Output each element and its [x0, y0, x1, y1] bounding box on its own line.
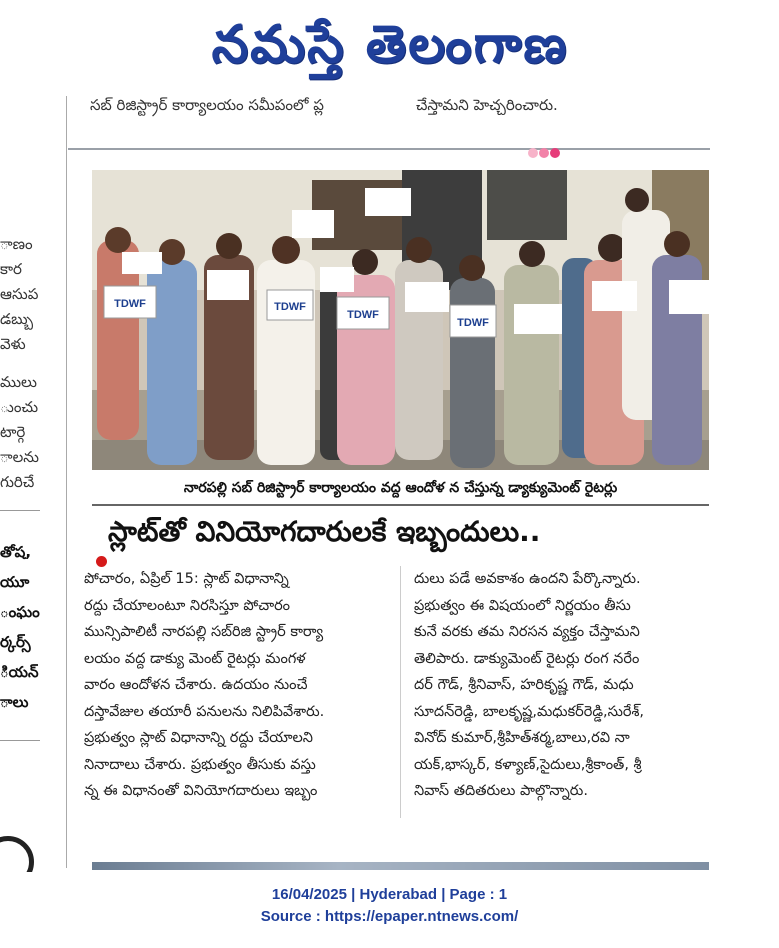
strip-line: ాలను	[0, 448, 39, 466]
newspaper-title: నమస్తే తెలంగాణ	[211, 15, 569, 75]
previous-article-line-right: చేస్తామని హెచ్చరించారు.	[416, 96, 558, 114]
news-photo	[92, 170, 709, 470]
strip-line: కార	[0, 260, 22, 278]
strip-line: తోష,	[0, 543, 32, 561]
photo-caption: నారపల్లి సబ్ రిజిస్ట్రార్ కార్యాలయం వద్ద ఆందోళ న చేస్తున్న డ్యాక్యుమెంట్ రైటర్లు	[183, 480, 618, 496]
article-line: తెలిపారు. డాక్యుమెంట్ రైటర్లు రంగ నరేం	[414, 650, 640, 667]
placard-text: TDWF	[457, 317, 489, 329]
strip-line: గురిచే	[0, 473, 35, 491]
article-line: వినోద్ కుమార్,శ్రీహిత్‌శర్మ,బాలు,రవి నా	[414, 730, 630, 746]
article-line: మున్సిపాలిటీ నారపల్లి సబ్‌రిజి స్ట్రార్ కార్యా	[84, 624, 324, 640]
placard-text: TDWF	[114, 298, 146, 310]
dot	[528, 148, 538, 158]
article-column-1	[84, 566, 390, 805]
article-line: ప్రభుత్వం స్లాట్ విధానాన్ని రద్దు చేయాలని	[84, 730, 313, 746]
masthead	[0, 0, 779, 96]
placard-text: TDWF	[347, 309, 379, 321]
protest-photo-illustration	[92, 170, 709, 470]
dot	[539, 148, 549, 158]
article-line: లయం వద్ద డాక్యు మెంట్ రైటర్లు మంగళ	[84, 650, 306, 667]
placard-text: TDWF	[274, 301, 306, 313]
column-separator	[400, 566, 401, 818]
strip-line: ాణం	[0, 235, 33, 253]
strip-line: ంఘం	[0, 603, 40, 621]
article-line: న్న ఈ విధానంతో వినియోగదారులు ఇబ్బం	[84, 783, 318, 799]
strip-line: యూ	[0, 573, 30, 591]
strip-line: ియన్	[0, 663, 39, 681]
article-line: కునే వరకు తమ నిరసన వ్యక్తం చేస్తామని	[414, 624, 640, 640]
strip-line: ర్కర్స్	[0, 633, 31, 651]
strip-line: టార్గె	[0, 423, 26, 441]
article-line: వారం ఆందోళన చేశారు. ఉదయం నుంచే	[84, 677, 308, 693]
article-headline: స్లాట్‌తో వినియోగదారులకే ఇబ్బందులు..	[108, 515, 541, 548]
previous-article-line-left: సబ్ రిజిస్ట్రార్ కార్యాలయం సమీపంలో ప్ల	[90, 96, 324, 114]
strip-divider	[0, 510, 40, 511]
strip-line: వెళు	[0, 335, 26, 353]
article-line: నివాస్ తదితరులు పాల్గొన్నారు.	[414, 783, 588, 799]
article-line: రద్దు చేయాలంటూ నిరసిస్తూ పోచారం	[84, 597, 291, 614]
next-article-photo-edge	[92, 862, 709, 870]
adjacent-article-strip	[0, 96, 40, 872]
dot	[550, 148, 560, 158]
strip-line: డబ్బు	[0, 310, 34, 328]
article-line: యక్,భాస్కర్, కళ్యాణ్,సైదులు,శ్రీకాంత్, శ్రీ	[414, 756, 642, 773]
article-line: సూదన్‌రెడ్డి, బాలకృష్ణ,మధుకర్‌రెడ్డి,సురేశ్,	[414, 703, 645, 720]
strip-line: ఆసుప	[0, 285, 39, 303]
article-line: దులు పడే అవకాశం ఉందని పేర్కొన్నారు.	[414, 571, 641, 587]
article-line: దర్ గౌడ్, శ్రీనివాస్, హరికృష్ణ గౌడ్, మధు	[414, 677, 634, 693]
article-line: నినాదాలు చేశారు. ప్రభుత్వం తీసుకు వస్తు	[84, 756, 316, 773]
strip-line: ములు	[0, 373, 37, 391]
headline-rule	[92, 504, 709, 506]
column-rule	[66, 96, 67, 868]
strip-divider	[0, 740, 40, 741]
article-line: దస్తావేజుల తయారీ పనులను నిలిపివేశారు.	[84, 703, 325, 720]
article-column-2	[414, 566, 714, 805]
strip-line: ుంచు	[0, 398, 39, 416]
footer-date-line: 16/04/2025 | Hyderabad | Page : 1	[271, 886, 508, 903]
footer-source-link[interactable]: Source : https://epaper.ntnews.com/	[260, 908, 519, 925]
strip-line: ాలు	[0, 693, 29, 711]
strip-graphic	[0, 836, 34, 872]
separator-dots	[528, 143, 561, 155]
article-line: ప్రభుత్వం ఈ విషయంలో నిర్ణయం తీసు	[414, 597, 631, 614]
article-line: పోచారం, ఏప్రిల్ 15: స్లాట్ విధానాన్ని	[84, 571, 289, 587]
section-separator	[68, 148, 710, 150]
epaper-footer	[0, 884, 779, 928]
